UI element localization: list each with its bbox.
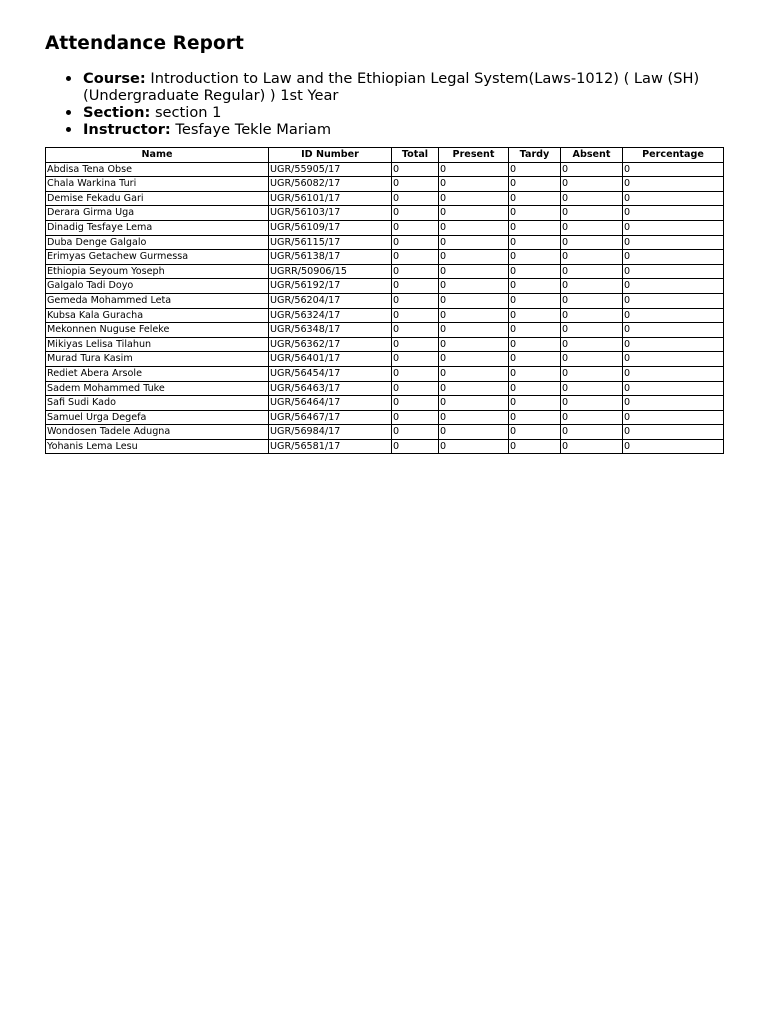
- cell-present: 0: [439, 425, 509, 440]
- cell-name: Abdisa Tena Obse: [46, 162, 269, 177]
- table-row: [46, 308, 724, 323]
- cell-total: 0: [392, 366, 439, 381]
- table-row: [46, 177, 724, 192]
- cell-tardy: 0: [509, 206, 561, 221]
- table-row: [46, 250, 724, 265]
- cell-total: 0: [392, 177, 439, 192]
- column-header-id-number: ID Number: [269, 148, 392, 163]
- cell-tardy: 0: [509, 352, 561, 367]
- cell-total: 0: [392, 206, 439, 221]
- cell-present: 0: [439, 396, 509, 411]
- cell-id-number: UGR/56082/17: [269, 177, 392, 192]
- table-row: [46, 410, 724, 425]
- cell-percentage: 0: [623, 177, 724, 192]
- cell-present: 0: [439, 220, 509, 235]
- cell-absent: 0: [561, 410, 623, 425]
- cell-id-number: UGR/56109/17: [269, 220, 392, 235]
- cell-absent: 0: [561, 439, 623, 454]
- cell-percentage: 0: [623, 191, 724, 206]
- cell-total: 0: [392, 337, 439, 352]
- cell-id-number: UGR/56324/17: [269, 308, 392, 323]
- cell-present: 0: [439, 352, 509, 367]
- cell-tardy: 0: [509, 191, 561, 206]
- cell-tardy: 0: [509, 235, 561, 250]
- instructor-item: [83, 121, 723, 138]
- cell-percentage: 0: [623, 162, 724, 177]
- table-header-row: [46, 148, 724, 163]
- cell-tardy: 0: [509, 323, 561, 338]
- cell-total: 0: [392, 162, 439, 177]
- cell-name: Mikiyas Lelisa Tilahun: [46, 337, 269, 352]
- cell-total: 0: [392, 352, 439, 367]
- section-value: section 1: [154, 104, 222, 121]
- column-header-present: Present: [439, 148, 509, 163]
- cell-name: Galgalo Tadi Doyo: [46, 279, 269, 294]
- cell-name: Erimyas Getachew Gurmessa: [46, 250, 269, 265]
- cell-absent: 0: [561, 206, 623, 221]
- cell-id-number: UGR/56192/17: [269, 279, 392, 294]
- cell-percentage: 0: [623, 337, 724, 352]
- cell-present: 0: [439, 177, 509, 192]
- cell-present: 0: [439, 366, 509, 381]
- cell-name: Safi Sudi Kado: [46, 396, 269, 411]
- cell-present: 0: [439, 191, 509, 206]
- cell-absent: 0: [561, 366, 623, 381]
- cell-present: 0: [439, 410, 509, 425]
- course-label: Course:: [83, 70, 146, 87]
- cell-percentage: 0: [623, 235, 724, 250]
- cell-total: 0: [392, 308, 439, 323]
- cell-id-number: UGR/56401/17: [269, 352, 392, 367]
- cell-present: 0: [439, 337, 509, 352]
- column-header-tardy: Tardy: [509, 148, 561, 163]
- column-header-percentage: Percentage: [623, 148, 724, 163]
- cell-name: Kubsa Kala Guracha: [46, 308, 269, 323]
- cell-name: Yohanis Lema Lesu: [46, 439, 269, 454]
- table-row: [46, 220, 724, 235]
- cell-present: 0: [439, 264, 509, 279]
- cell-absent: 0: [561, 308, 623, 323]
- table-row: [46, 381, 724, 396]
- table-row: [46, 352, 724, 367]
- cell-present: 0: [439, 323, 509, 338]
- cell-tardy: 0: [509, 220, 561, 235]
- cell-name: Murad Tura Kasim: [46, 352, 269, 367]
- cell-name: Duba Denge Galgalo: [46, 235, 269, 250]
- cell-tardy: 0: [509, 250, 561, 265]
- cell-name: Wondosen Tadele Adugna: [46, 425, 269, 440]
- cell-percentage: 0: [623, 410, 724, 425]
- cell-id-number: UGR/56348/17: [269, 323, 392, 338]
- cell-total: 0: [392, 250, 439, 265]
- cell-total: 0: [392, 191, 439, 206]
- cell-absent: 0: [561, 337, 623, 352]
- cell-absent: 0: [561, 293, 623, 308]
- cell-tardy: 0: [509, 366, 561, 381]
- section-item: [83, 104, 723, 121]
- cell-total: 0: [392, 293, 439, 308]
- table-row: [46, 264, 724, 279]
- cell-tardy: 0: [509, 410, 561, 425]
- cell-tardy: 0: [509, 396, 561, 411]
- column-header-name: Name: [46, 148, 269, 163]
- cell-tardy: 0: [509, 177, 561, 192]
- cell-present: 0: [439, 250, 509, 265]
- cell-name: Ethiopia Seyoum Yoseph: [46, 264, 269, 279]
- cell-total: 0: [392, 323, 439, 338]
- cell-id-number: UGR/56204/17: [269, 293, 392, 308]
- cell-percentage: 0: [623, 352, 724, 367]
- cell-absent: 0: [561, 381, 623, 396]
- cell-total: 0: [392, 235, 439, 250]
- instructor-value: Tesfaye Tekle Mariam: [175, 121, 332, 138]
- cell-tardy: 0: [509, 308, 561, 323]
- cell-id-number: UGR/56454/17: [269, 366, 392, 381]
- cell-percentage: 0: [623, 250, 724, 265]
- table-row: [46, 366, 724, 381]
- report-page: [45, 30, 723, 454]
- cell-percentage: 0: [623, 220, 724, 235]
- cell-id-number: UGRR/50906/15: [269, 264, 392, 279]
- cell-present: 0: [439, 206, 509, 221]
- column-header-absent: Absent: [561, 148, 623, 163]
- cell-name: Demise Fekadu Gari: [46, 191, 269, 206]
- table-body: [46, 162, 724, 454]
- cell-percentage: 0: [623, 366, 724, 381]
- cell-present: 0: [439, 439, 509, 454]
- cell-id-number: UGR/56138/17: [269, 250, 392, 265]
- cell-tardy: 0: [509, 425, 561, 440]
- cell-absent: 0: [561, 279, 623, 294]
- cell-present: 0: [439, 308, 509, 323]
- cell-total: 0: [392, 220, 439, 235]
- cell-absent: 0: [561, 162, 623, 177]
- cell-percentage: 0: [623, 279, 724, 294]
- cell-tardy: 0: [509, 381, 561, 396]
- cell-percentage: 0: [623, 264, 724, 279]
- cell-tardy: 0: [509, 439, 561, 454]
- cell-absent: 0: [561, 264, 623, 279]
- cell-present: 0: [439, 162, 509, 177]
- cell-percentage: 0: [623, 396, 724, 411]
- cell-id-number: UGR/56581/17: [269, 439, 392, 454]
- cell-percentage: 0: [623, 323, 724, 338]
- cell-absent: 0: [561, 220, 623, 235]
- cell-present: 0: [439, 279, 509, 294]
- cell-name: Chala Warkina Turi: [46, 177, 269, 192]
- cell-total: 0: [392, 439, 439, 454]
- cell-id-number: UGR/56115/17: [269, 235, 392, 250]
- cell-percentage: 0: [623, 308, 724, 323]
- cell-name: Mekonnen Nuguse Feleke: [46, 323, 269, 338]
- cell-name: Dinadig Tesfaye Lema: [46, 220, 269, 235]
- cell-total: 0: [392, 279, 439, 294]
- cell-name: Derara Girma Uga: [46, 206, 269, 221]
- cell-percentage: 0: [623, 293, 724, 308]
- cell-tardy: 0: [509, 337, 561, 352]
- table-row: [46, 191, 724, 206]
- cell-id-number: UGR/56463/17: [269, 381, 392, 396]
- cell-id-number: UGR/56984/17: [269, 425, 392, 440]
- cell-tardy: 0: [509, 162, 561, 177]
- table-row: [46, 279, 724, 294]
- table-row: [46, 206, 724, 221]
- cell-id-number: UGR/56467/17: [269, 410, 392, 425]
- cell-id-number: UGR/56101/17: [269, 191, 392, 206]
- cell-id-number: UGR/56464/17: [269, 396, 392, 411]
- cell-present: 0: [439, 235, 509, 250]
- cell-total: 0: [392, 410, 439, 425]
- cell-absent: 0: [561, 425, 623, 440]
- cell-absent: 0: [561, 323, 623, 338]
- cell-total: 0: [392, 396, 439, 411]
- cell-percentage: 0: [623, 439, 724, 454]
- table-row: [46, 337, 724, 352]
- table-row: [46, 425, 724, 440]
- cell-absent: 0: [561, 191, 623, 206]
- cell-tardy: 0: [509, 293, 561, 308]
- course-value: Introduction to Law and the Ethiopian Legal System(Laws-1012) ( Law (SH) (Undergraduate Regular) ) 1st Year: [83, 70, 700, 104]
- cell-percentage: 0: [623, 425, 724, 440]
- cell-percentage: 0: [623, 206, 724, 221]
- cell-name: Sadem Mohammed Tuke: [46, 381, 269, 396]
- table-row: [46, 162, 724, 177]
- cell-percentage: 0: [623, 381, 724, 396]
- table-row: [46, 235, 724, 250]
- page-title: Attendance Report: [45, 33, 244, 54]
- cell-absent: 0: [561, 250, 623, 265]
- cell-total: 0: [392, 264, 439, 279]
- attendance-table: [45, 147, 724, 454]
- cell-absent: 0: [561, 352, 623, 367]
- cell-name: Rediet Abera Arsole: [46, 366, 269, 381]
- cell-total: 0: [392, 381, 439, 396]
- cell-tardy: 0: [509, 279, 561, 294]
- report-details-list: [45, 70, 723, 138]
- section-label: Section:: [83, 104, 151, 121]
- table-row: [46, 439, 724, 454]
- course-item: [83, 70, 723, 104]
- cell-absent: 0: [561, 235, 623, 250]
- table-row: [46, 396, 724, 411]
- cell-tardy: 0: [509, 264, 561, 279]
- cell-absent: 0: [561, 396, 623, 411]
- cell-absent: 0: [561, 177, 623, 192]
- table-row: [46, 323, 724, 338]
- cell-name: Samuel Urga Degefa: [46, 410, 269, 425]
- instructor-label: Instructor:: [83, 121, 171, 138]
- cell-id-number: UGR/56362/17: [269, 337, 392, 352]
- cell-id-number: UGR/56103/17: [269, 206, 392, 221]
- table-row: [46, 293, 724, 308]
- cell-total: 0: [392, 425, 439, 440]
- column-header-total: Total: [392, 148, 439, 163]
- cell-present: 0: [439, 293, 509, 308]
- cell-id-number: UGR/55905/17: [269, 162, 392, 177]
- cell-name: Gemeda Mohammed Leta: [46, 293, 269, 308]
- cell-present: 0: [439, 381, 509, 396]
